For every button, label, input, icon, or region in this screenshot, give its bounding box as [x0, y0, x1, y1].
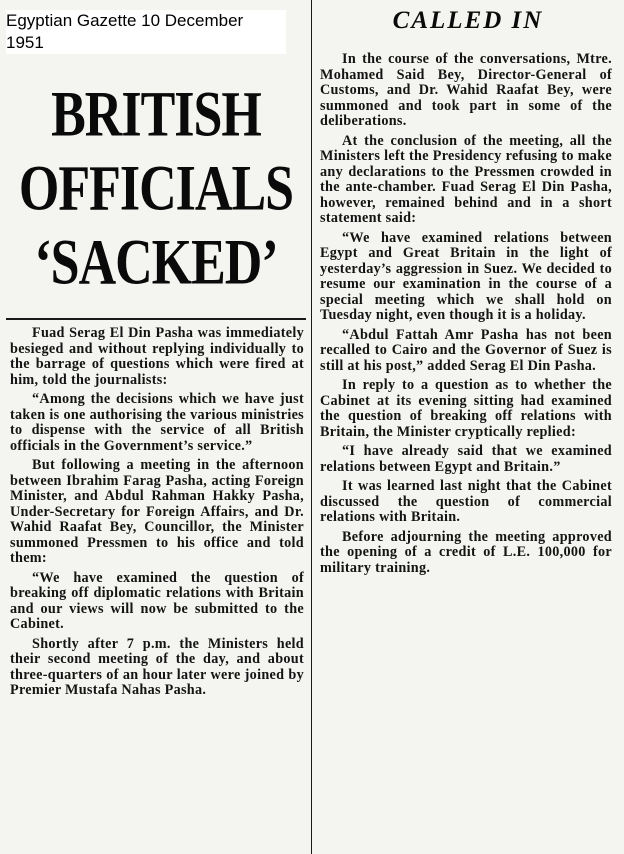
- left-article-text: [10, 326, 304, 703]
- left-paragraph: Fuad Serag El Din Pasha was immediately besieged and without replying individually to the barrage of questions which were fired at him, told the journalists:: [10, 325, 304, 388]
- right-paragraph: It was learned last night that the Cabinet discussed the question of commercial relations with Britain.: [320, 478, 612, 525]
- headline-line-3: ‘SACKED’: [34, 227, 278, 299]
- left-paragraph: Shortly after 7 p.m. the Ministers held their second meeting of the day, and about three-quarters of an hour later were joined by Premier Mustafa Nahas Pasha.: [10, 635, 304, 698]
- headline-line-1: BRITISH: [51, 79, 261, 151]
- right-paragraph: “We have examined relations between Egypt and Great Britain in the light of yesterday’s aggression in Suez. We decided to resume our examination in the course of a special meeting which we shall hold on Tuesday night, even though it is a holiday.: [320, 229, 612, 323]
- image-caption: [6, 10, 286, 54]
- caption-line-1: Egyptian Gazette 10 December: [6, 11, 244, 30]
- caption-line-2: 1951: [6, 33, 44, 52]
- headline-line-2: OFFICIALS: [18, 153, 294, 225]
- left-paragraph: “Among the decisions which we have just taken is one authorising the various ministries to dispense with the service of all British officials in the Government’s service.”: [10, 391, 304, 454]
- right-paragraph: At the conclusion of the meeting, all the Ministers left the Presidency refusing to make any declarations to the Pressmen crowded in the ante-chamber. Fuad Serag El Din Pasha, however, remained behind and in a short statement said:: [320, 132, 612, 226]
- subhead-called-in: CALLED IN: [392, 7, 544, 34]
- right-paragraph: Before adjourning the meeting approved the opening of a credit of L.E. 100,000 for military training.: [320, 528, 612, 576]
- left-paragraph: But following a meeting in the afternoon between Ibrahim Farag Pasha, acting Foreign Minister, and Abdul Rahman Hakky Pasha, Under-Secretary for Foreign Affairs, and Dr. Wahid Raafat Bey, Councillor, the Minister summoned Pressmen to his office and told them:: [10, 457, 304, 566]
- left-paragraph: “We have examined the question of breaking off diplomatic relations with Britain and our views will now be submitted to the Cabinet.: [10, 569, 304, 632]
- right-paragraph: In the course of the conversations, Mtre. Mohamed Said Bey, Director-General of Customs, and Dr. Wahid Raafat Bey, were summoned and took part in some of the deliberations.: [320, 51, 612, 129]
- headline-rule: [6, 318, 306, 320]
- right-paragraph: In reply to a question as to whether the Cabinet at its evening sitting had examined the question of breaking off relations with Britain, the Minister cryptically replied:: [320, 377, 612, 440]
- right-paragraph: “I have already said that we examined relations between Egypt and Britain.”: [320, 443, 612, 475]
- right-paragraph: “Abdul Fattah Amr Pasha has not been recalled to Cairo and the Governor of Suez is still at his post,” added Serag El Din Pasha.: [320, 326, 612, 374]
- right-article-text: [320, 52, 612, 580]
